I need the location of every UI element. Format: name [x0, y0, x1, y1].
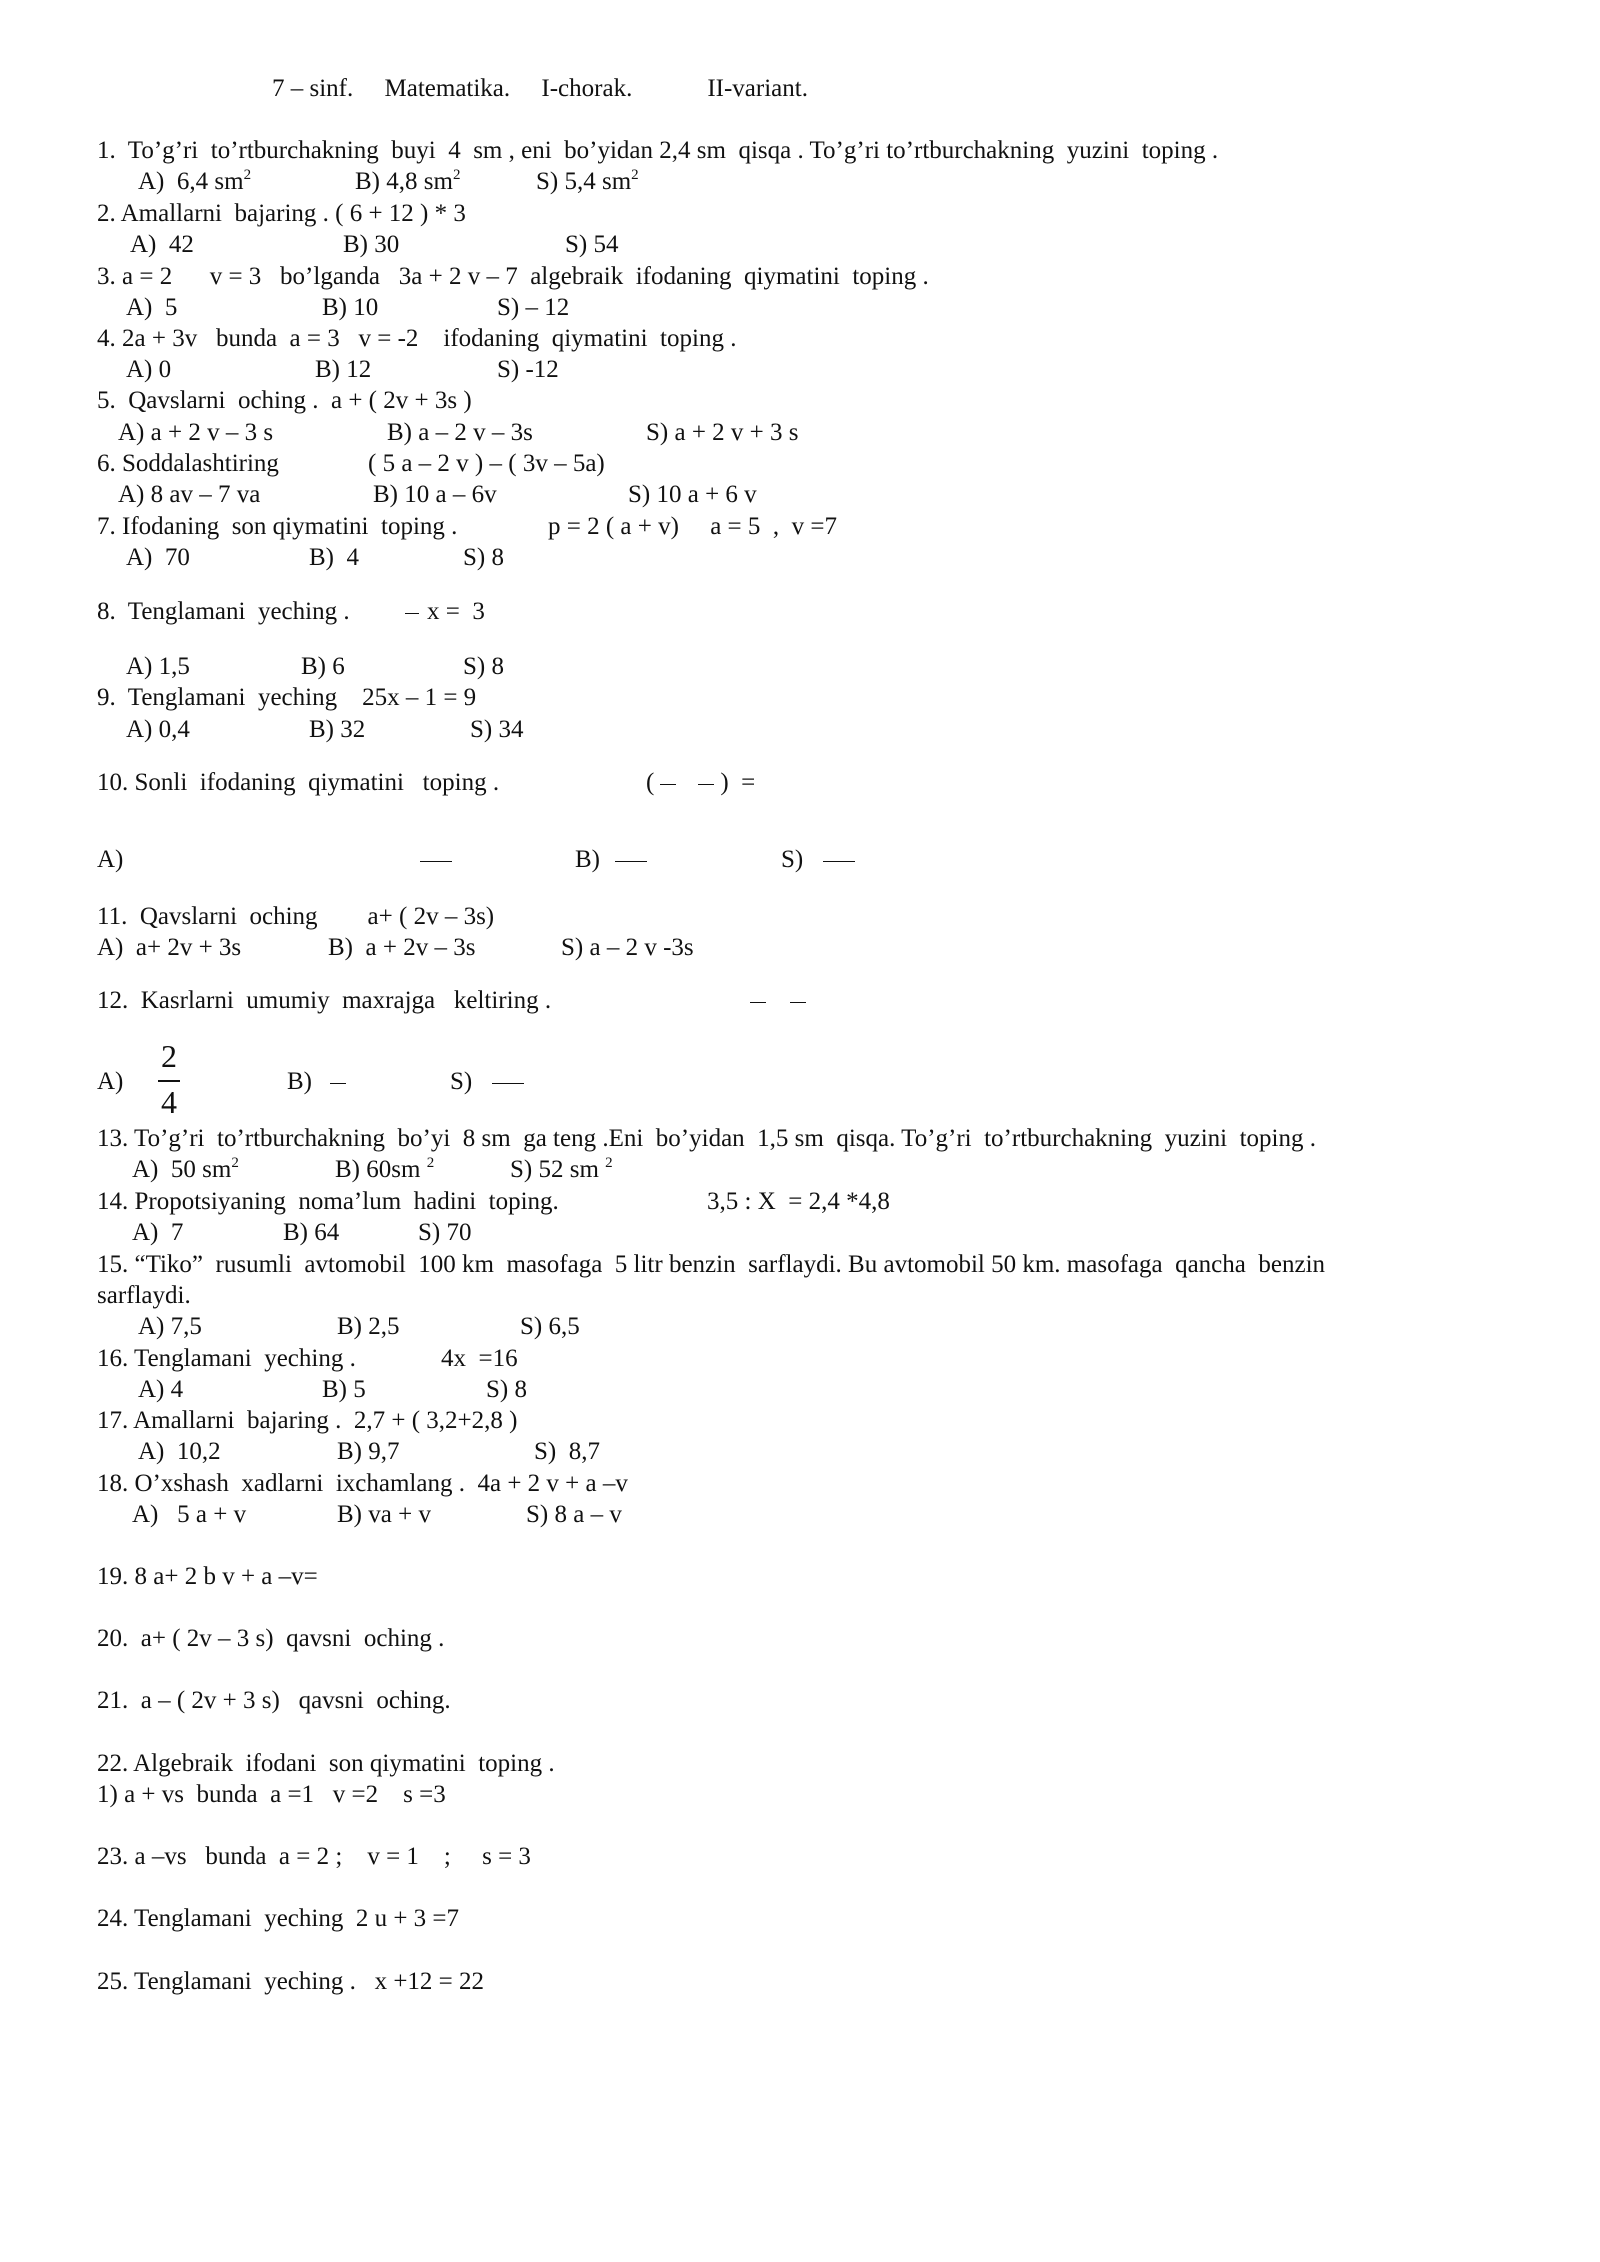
- q10-option-c-fraction: [823, 845, 855, 875]
- question-25: 25. Tenglamani yeching . x +12 = 22: [97, 1968, 485, 1995]
- question-7: 7. Ifodaning son qiymatini toping .: [97, 513, 458, 540]
- question-18: 18. O’xshash xadlarni ixchamlang . 4a + 2 v + a –v: [97, 1470, 628, 1497]
- q13-option-c: S) 52 sm $^2$: [510, 1155, 613, 1183]
- question-19: 19. 8 a+ 2 b v + a –v=: [97, 1563, 318, 1590]
- q10-expression: ( ) =: [646, 769, 756, 796]
- q8-expression: x = 3: [405, 597, 485, 627]
- question-2: 2. Amallarni bajaring . ( 6 + 12 ) * 3: [97, 200, 466, 227]
- q9-option-a: A) 0,4: [126, 716, 190, 743]
- page-header: 7 – sinf. Matematika. I-chorak. II-variant.: [272, 75, 808, 102]
- question-24: 24. Tenglamani yeching 2 u + 3 =7: [97, 1905, 460, 1932]
- question-20: 20. a+ ( 2v – 3 s) qavsni oching .: [97, 1625, 445, 1652]
- q4-option-a: A) 0: [126, 356, 172, 383]
- q17-option-b: B) 9,7: [337, 1438, 400, 1465]
- question-23: 23. a –vs bunda a = 2 ; v = 1 ; s = 3: [97, 1843, 531, 1870]
- q12-option-a-numerator: 2: [161, 1038, 177, 1074]
- q17-option-a: A) 10,2: [138, 1438, 221, 1465]
- q1-option-b: B) 4,8 $sm^2$: [355, 167, 461, 195]
- q10-option-b-fraction: [615, 845, 647, 875]
- q15-option-a: A) 7,5: [138, 1313, 202, 1340]
- q12-option-c: S): [450, 1068, 473, 1095]
- question-22-sub-1: 1) a + vs bunda a =1 v =2 s =3: [97, 1781, 446, 1808]
- q12-option-b-fraction: [330, 1067, 346, 1097]
- q12-fractions: [750, 986, 806, 1016]
- question-1: 1. To’g’ri to’rtburchakning buyi 4 sm , eni bo’yidan 2,4 sm qisqa . To’g’ri to’rtburchakning yuzini toping .: [97, 137, 1219, 164]
- q10-option-c: S): [781, 846, 804, 873]
- q6-expression: ( 5 a – 2 v ) – ( 3v – 5a): [368, 450, 605, 477]
- q2-option-a: A) 42: [130, 231, 194, 258]
- question-17: 17. Amallarni bajaring . 2,7 + ( 3,2+2,8 ): [97, 1407, 518, 1434]
- question-21: 21. a – ( 2v + 3 s) qavsni oching.: [97, 1687, 451, 1714]
- question-22: 22. Algebraik ifodani son qiymatini toping .: [97, 1750, 555, 1777]
- question-4: 4. 2a + 3v bunda a = 3 v = -2 ifodaning qiymatini toping .: [97, 325, 737, 352]
- q11-option-b: B) a + 2v – 3s: [328, 934, 476, 961]
- q14-expression: 3,5 : X = 2,4 *4,8: [707, 1188, 890, 1215]
- q16-option-c: S) 8: [486, 1376, 527, 1403]
- q16-expression: 4x =16: [441, 1345, 518, 1372]
- q4-option-b: B) 12: [315, 356, 372, 383]
- fraction-bar: [790, 1002, 806, 1003]
- q6-option-b: B) 10 a – 6v: [373, 481, 497, 508]
- q17-option-c: S) 8,7: [534, 1438, 600, 1465]
- q12-option-a: A): [97, 1068, 124, 1095]
- q3-option-a: A) 5: [126, 294, 178, 321]
- question-10: 10. Sonli ifodaning qiymatini toping .: [97, 769, 500, 796]
- q9-option-b: B) 32: [309, 716, 366, 743]
- q7-option-a: A) 70: [126, 544, 190, 571]
- question-5: 5. Qavslarni oching . a + ( 2v + 3s ): [97, 387, 472, 414]
- q5-option-c: S) a + 2 v + 3 s: [646, 419, 799, 446]
- q2-option-c: S) 54: [565, 231, 619, 258]
- question-12: 12. Kasrlarni umumiy maxrajga keltiring .: [97, 987, 552, 1014]
- q6-option-a: A) 8 av – 7 va: [118, 481, 261, 508]
- fraction-bar: [750, 1002, 766, 1003]
- q10-option-a: A): [97, 846, 124, 873]
- question-6: 6. Soddalashtiring: [97, 450, 279, 477]
- fraction-bar: [698, 784, 714, 785]
- fraction-bar: [158, 1080, 180, 1082]
- q10-option-a-fraction: [420, 845, 452, 875]
- q16-option-a: A) 4: [138, 1376, 184, 1403]
- q12-option-a-denominator: 4: [161, 1084, 177, 1120]
- question-16: 16. Tenglamani yeching .: [97, 1345, 356, 1372]
- q14-option-c: S) 70: [418, 1219, 472, 1246]
- q5-option-a: A) a + 2 v – 3 s: [118, 419, 274, 446]
- q7-option-c: S) 8: [463, 544, 504, 571]
- fraction-bar: [405, 613, 419, 614]
- q13-option-b: B) 60sm $^2$: [335, 1155, 435, 1183]
- q8-option-b: B) 6: [301, 653, 345, 680]
- question-11: 11. Qavslarni oching a+ ( 2v – 3s): [97, 903, 495, 930]
- q11-option-a: A) a+ 2v + 3s: [97, 934, 242, 961]
- question-13: 13. To’g’ri to’rtburchakning bo’yi 8 sm ga teng .Eni bo’yidan 1,5 sm qisqa. To’g’ri to’rtburchakning yuzini toping .: [97, 1125, 1316, 1152]
- q14-option-b: B) 64: [283, 1219, 340, 1246]
- question-15-continued: sarflaydi.: [97, 1282, 191, 1309]
- q16-option-b: B) 5: [322, 1376, 366, 1403]
- q8-option-c: S) 8: [463, 653, 504, 680]
- fraction-bar: [660, 784, 676, 785]
- q15-option-b: B) 2,5: [337, 1313, 400, 1340]
- q15-option-c: S) 6,5: [520, 1313, 580, 1340]
- q2-option-b: B) 30: [343, 231, 400, 258]
- q12-option-c-fraction: [492, 1067, 524, 1097]
- q18-option-b: B) va + v: [337, 1501, 431, 1528]
- q1-option-c: S) 5,4 $sm^2$: [536, 167, 639, 195]
- q1-option-a: A) 6,4 $sm^2$: [138, 167, 252, 195]
- q11-option-c: S) a – 2 v -3s: [561, 934, 694, 961]
- q6-option-c: S) 10 a + 6 v: [628, 481, 757, 508]
- question-14: 14. Propotsiyaning noma’lum hadini toping.: [97, 1188, 559, 1215]
- q12-option-b: B): [287, 1068, 312, 1095]
- q3-option-b: B) 10: [322, 294, 379, 321]
- q7-expression: p = 2 ( a + v) a = 5 , v =7: [548, 513, 837, 540]
- question-3: 3. a = 2 v = 3 bo’lganda 3a + 2 v – 7 algebraik ifodaning qiymatini toping .: [97, 263, 929, 290]
- q3-option-c: S) – 12: [497, 294, 570, 321]
- q18-option-c: S) 8 a – v: [526, 1501, 622, 1528]
- question-8: 8. Tenglamani yeching .: [97, 598, 350, 625]
- q10-option-b: B): [575, 846, 600, 873]
- q7-option-b: B) 4: [309, 544, 359, 571]
- question-15: 15. “Tiko” rusumli avtomobil 100 km masofaga 5 litr benzin sarflaydi. Bu avtomobil 50 km. masofaga qancha benzin: [97, 1251, 1326, 1278]
- q18-option-a: A) 5 a + v: [132, 1501, 247, 1528]
- q9-option-c: S) 34: [470, 716, 524, 743]
- q8-option-a: A) 1,5: [126, 653, 190, 680]
- q4-option-c: S) -12: [497, 356, 559, 383]
- q13-option-a: A) 50 $sm^2$: [132, 1155, 239, 1183]
- question-9: 9. Tenglamani yeching 25x – 1 = 9: [97, 684, 477, 711]
- q5-option-b: B) a – 2 v – 3s: [387, 419, 533, 446]
- q14-option-a: A) 7: [132, 1219, 184, 1246]
